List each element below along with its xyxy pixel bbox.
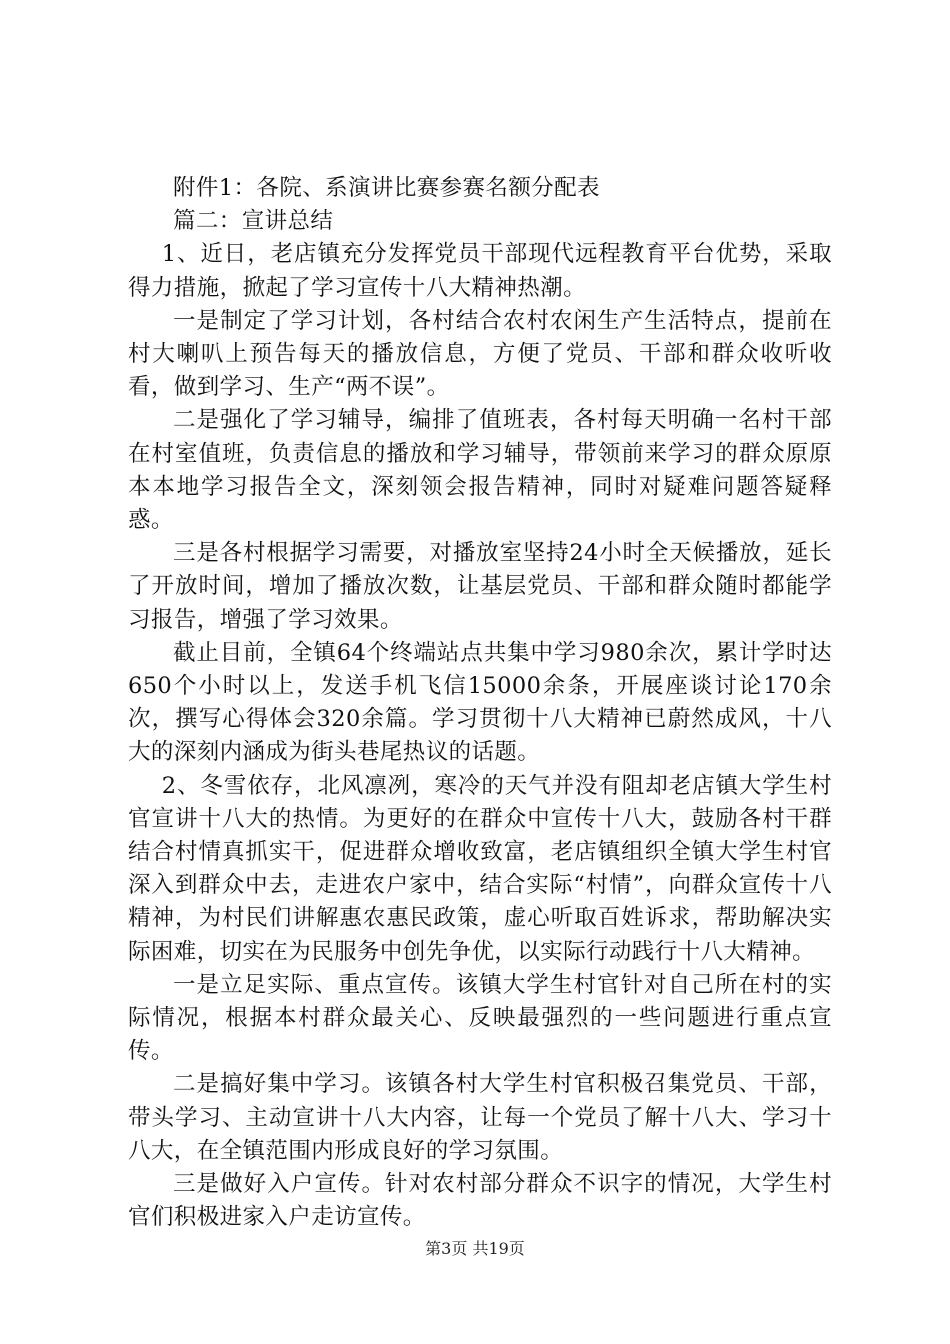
paragraph-6: 2、冬雪依存，北风凛冽，寒冷的天气并没有阻却老店镇大学生村官宣讲十八大的热情。为更好的在群众中宣传十八大，鼓励各村干群结合村情真抓实干，促进群众增收致富，老店镇组织全镇大学生村官深入到群众中去，走进农户家中，结合实际“村情”，向群众宣传十八精神，为村民们讲解惠农惠民政策，虚心听取百姓诉求，帮助解决实际困难，切实在为民服务中创先争优，以实际行动践行十八大精神。	[128, 772, 832, 965]
paragraph-8: 二是搞好集中学习。该镇各村大学生村官积极召集党员、干部，带头学习、主动宣讲十八大内容，让每一个党员了解十八大、学习十八大，在全镇范围内形成良好的学习氛围。	[128, 1071, 832, 1164]
paragraph-5: 截止目前，全镇64个终端站点共集中学习980余次，累计学时达650个小时以上，发送手机飞信15000余条，开展座谈讨论170余次，撰写心得体会320余篇。学习贯彻十八大精神已蔚然成风，十八大的深刻内涵成为街头巷尾热议的话题。	[128, 639, 832, 766]
paragraph-4: 三是各村根据学习需要，对播放室坚持24小时全天候播放，延长了开放时间，增加了播放次数，让基层党员、干部和群众随时都能学习报告，增强了学习效果。	[128, 540, 832, 633]
paragraph-2: 一是制定了学习计划，各村结合农村农闲生产生活特点，提前在村大喇叭上预告每天的播放信息，方便了党员、干部和群众收听收看，做到学习、生产“两不误”。	[128, 307, 832, 401]
paragraph-9: 三是做好入户宣传。针对农村部分群众不识字的情况，大学生村官们积极进家入户走访宣传。	[128, 1171, 832, 1231]
paragraph-1: 1、近日，老店镇充分发挥党员干部现代远程教育平台优势，采取得力措施，掀起了学习宣传十八大精神热潮。	[128, 241, 832, 301]
section-heading: 篇二：宣讲总结	[173, 208, 334, 235]
paragraph-3: 二是强化了学习辅导，编排了值班表，各村每天明确一名村干部在村室值班，负责信息的播放和学习辅导，带领前来学习的群众原原本本地学习报告全文，深刻领会报告精神，同时对疑难问题答疑释惑。	[128, 407, 832, 534]
document-body	[128, 172, 832, 1235]
paragraph-7: 一是立足实际、重点宣传。该镇大学生村官针对自己所在村的实际情况，根据本村群众最关心、反映最强烈的一些问题进行重点宣传。	[128, 971, 832, 1065]
attachment-line: 附件1：各院、系演讲比赛参赛名额分配表	[173, 175, 600, 201]
page-footer: 第3页 共19页	[425, 1239, 525, 1258]
